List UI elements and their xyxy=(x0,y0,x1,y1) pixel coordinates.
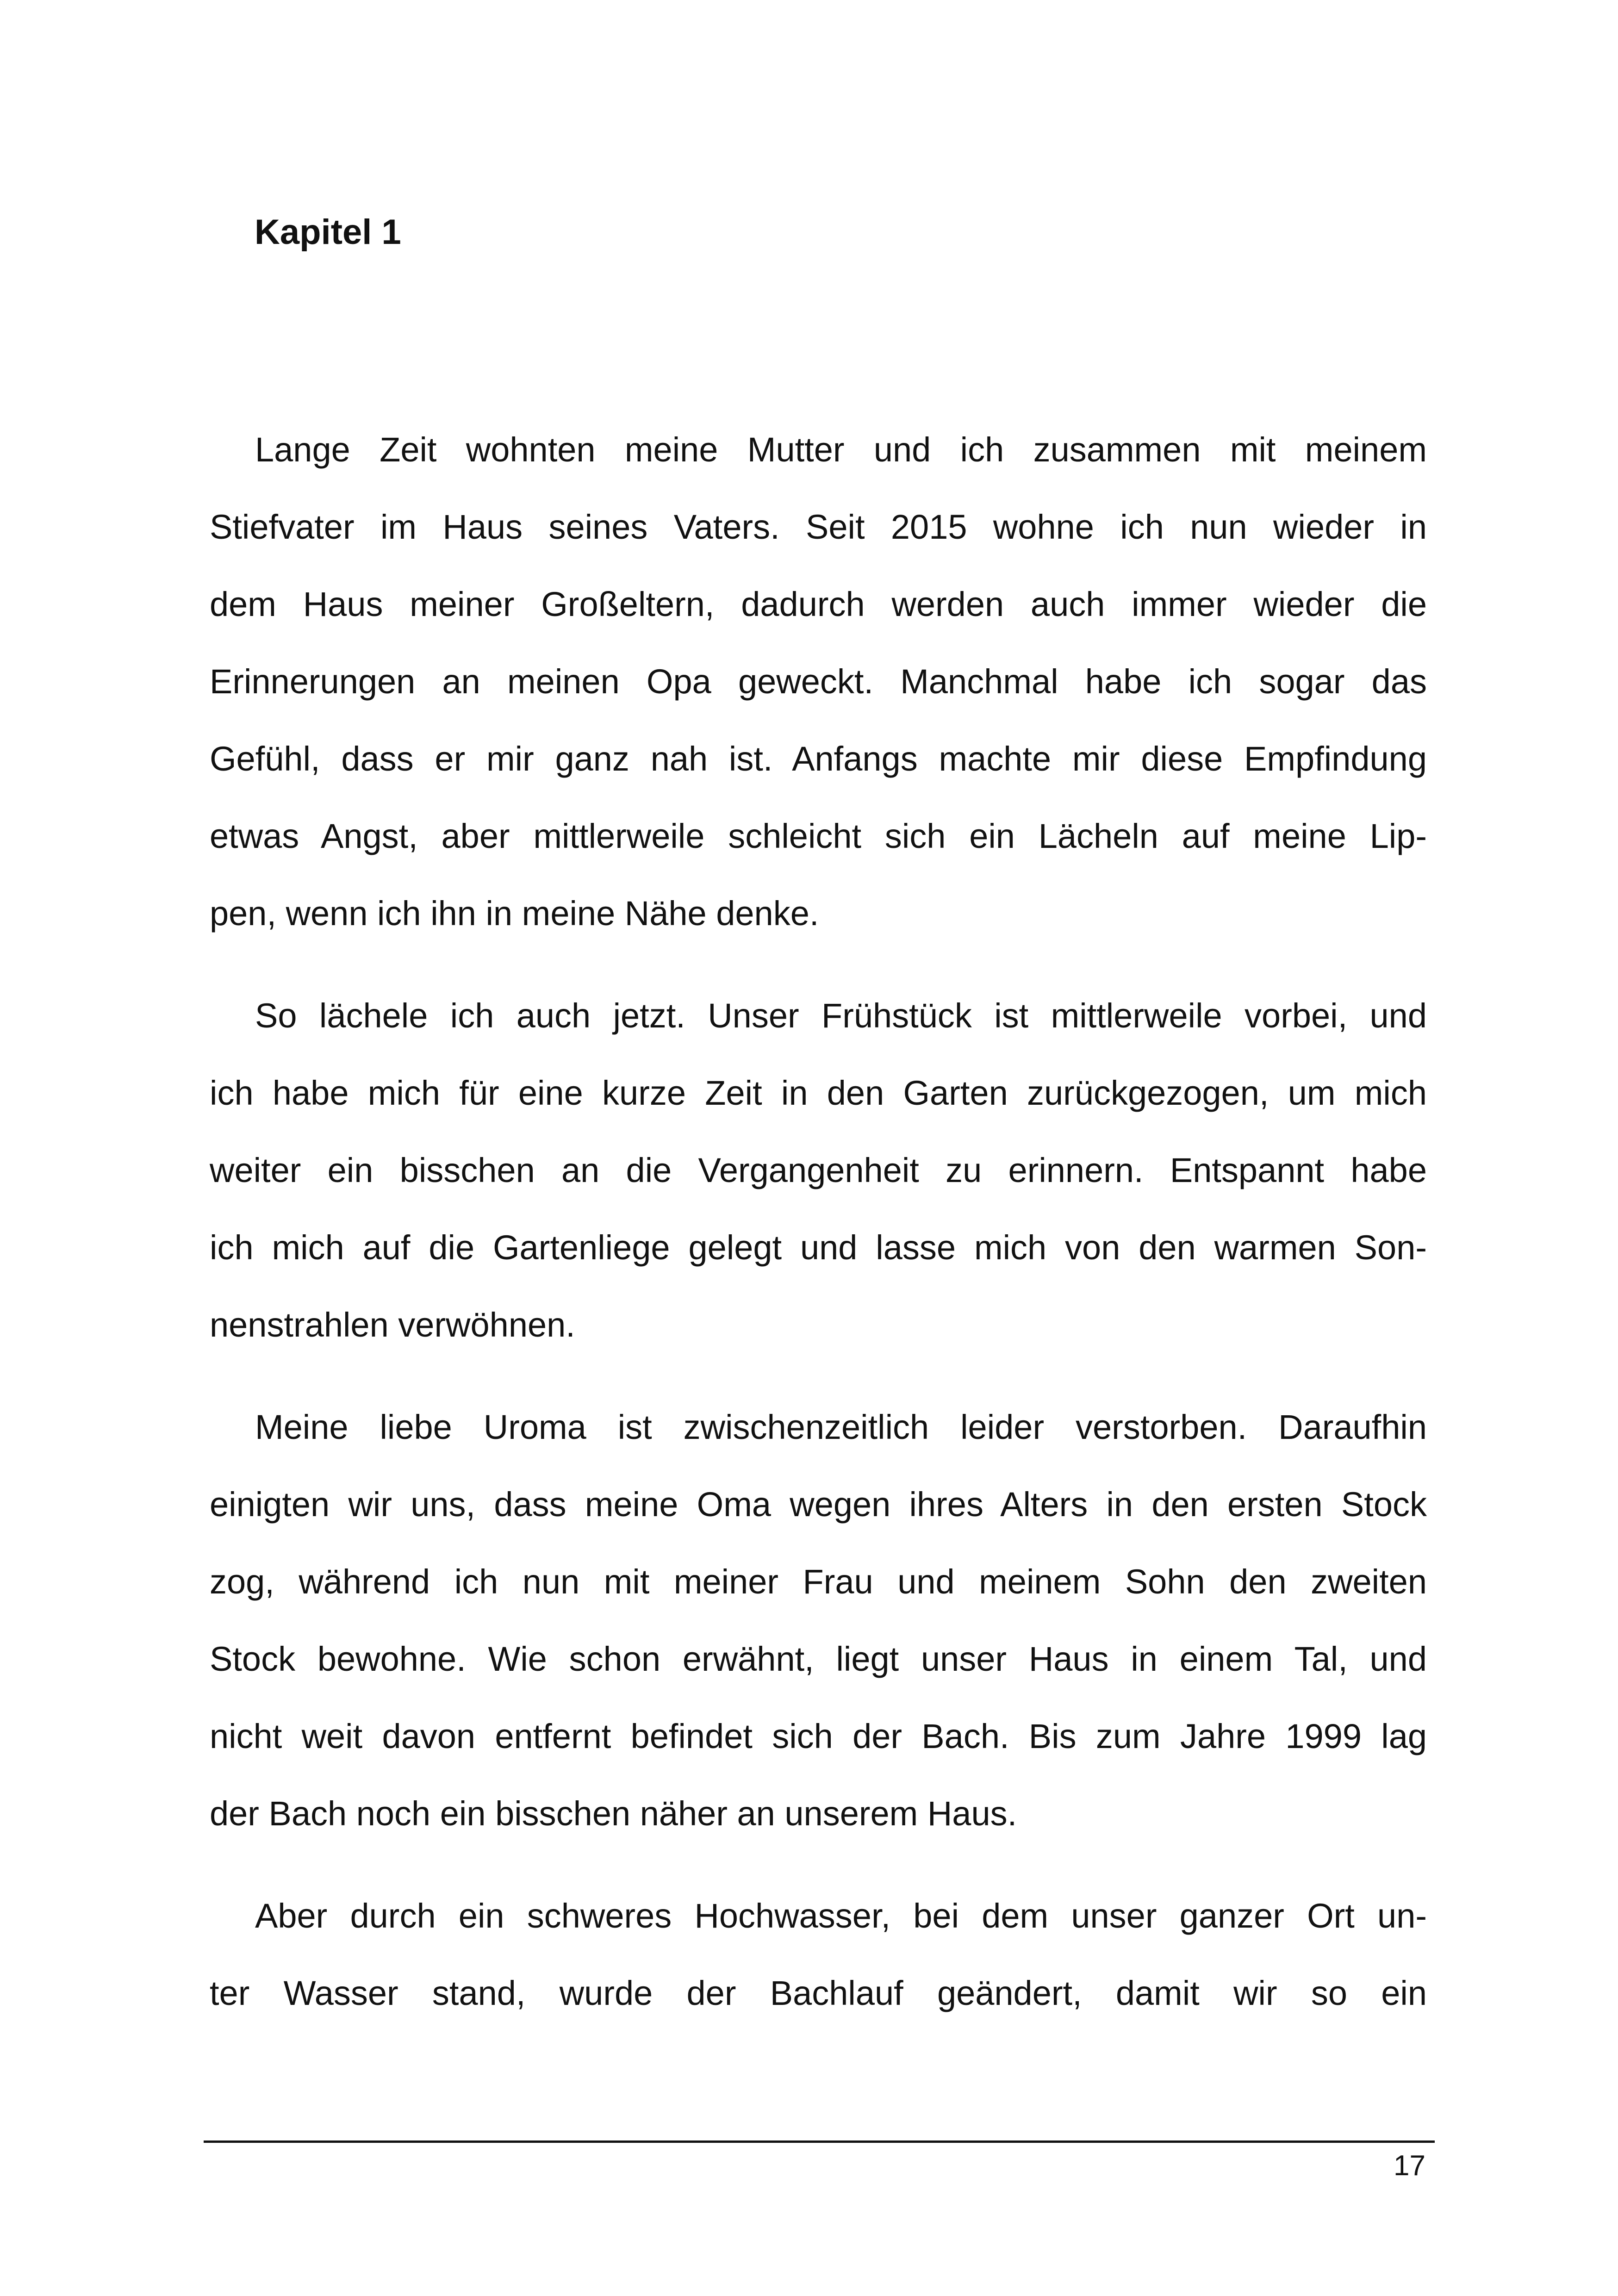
text-line: nicht weit davon entfernt befindet sich der Bach. Bis zum Jahre 1999 lag xyxy=(210,1717,1427,1755)
page-number: 17 xyxy=(1394,2150,1425,2182)
text-line: Gefühl, dass er mir ganz nah ist. Anfangs machte mir diese Empfindung xyxy=(210,740,1427,778)
body-text xyxy=(210,411,1427,2057)
text-line: weiter ein bisschen an die Vergangenheit zu erinnern. Entspannt habe xyxy=(210,1151,1427,1189)
chapter-heading: Kapitel 1 xyxy=(255,212,401,252)
text-line: nenstrahlen verwöhnen. xyxy=(210,1306,575,1344)
text-line: Stock bewohne. Wie schon erwähnt, liegt unser Haus in einem Tal, und xyxy=(210,1640,1427,1678)
text-line: ter Wasser stand, wurde der Bachlauf geändert, damit wir so ein xyxy=(210,1974,1427,2012)
text-line: Aber durch ein schweres Hochwasser, bei dem unser ganzer Ort un- xyxy=(255,1897,1427,1935)
text-line: etwas Angst, aber mittlerweile schleicht sich ein Lächeln auf meine Lip- xyxy=(210,817,1427,855)
text-line: Lange Zeit wohnten meine Mutter und ich zusammen mit meinem xyxy=(255,430,1427,469)
text-line: So lächele ich auch jetzt. Unser Frühstück ist mittlerweile vorbei, und xyxy=(255,996,1427,1035)
paragraph xyxy=(210,977,1427,1363)
footer-rule xyxy=(204,2140,1435,2143)
text-line: Stiefvater im Haus seines Vaters. Seit 2015 wohne ich nun wieder in xyxy=(210,508,1427,546)
text-line: dem Haus meiner Großeltern, dadurch werden auch immer wieder die xyxy=(210,585,1427,623)
text-line: Erinnerungen an meinen Opa geweckt. Manchmal habe ich sogar das xyxy=(210,662,1427,701)
text-line: ich habe mich für eine kurze Zeit in den Garten zurückgezogen, um mich xyxy=(210,1074,1427,1112)
text-line: einigten wir uns, dass meine Oma wegen ihres Alters in den ersten Stock xyxy=(210,1485,1427,1524)
text-line: ich mich auf die Gartenliege gelegt und lasse mich von den warmen Son- xyxy=(210,1228,1427,1267)
text-line: Meine liebe Uroma ist zwischenzeitlich leider verstorben. Daraufhin xyxy=(255,1408,1427,1446)
paragraph xyxy=(210,1877,1427,2032)
paragraph xyxy=(210,411,1427,952)
text-line: der Bach noch ein bisschen näher an unserem Haus. xyxy=(210,1794,1017,1833)
text-line: pen, wenn ich ihn in meine Nähe denke. xyxy=(210,894,819,933)
paragraph xyxy=(210,1388,1427,1852)
text-line: zog, während ich nun mit meiner Frau und meinem Sohn den zweiten xyxy=(210,1562,1427,1601)
